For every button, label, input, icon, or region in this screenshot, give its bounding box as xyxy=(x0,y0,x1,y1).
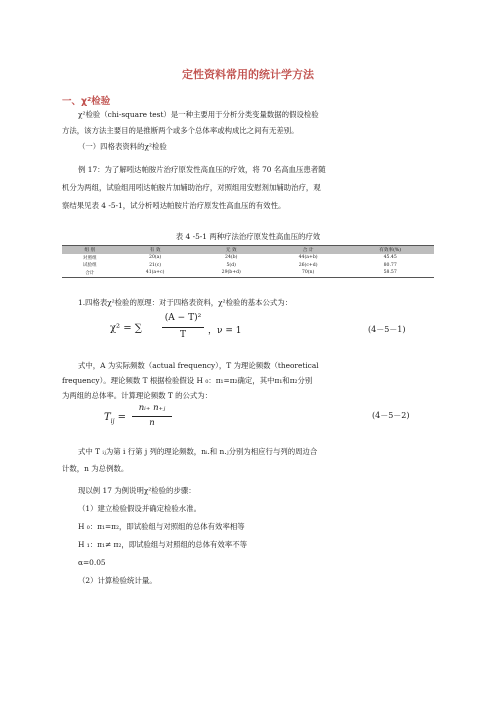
table-header-cell: 有效率(%) xyxy=(346,246,434,255)
subsection-heading: （一）四格表资料的χ²检验 xyxy=(78,142,167,151)
table-cell: 41(a+c) xyxy=(118,269,193,277)
explain-line-1: 式中，A 为实际频数（actual frequency），T 为理论频数（theoretical xyxy=(78,361,319,370)
example-line-1: 例 17：为了解吲达帕胺片治疗原发性高血压的疗效，将 70 名高血压患者随 xyxy=(78,165,326,174)
table-header-cell: 组 别 xyxy=(62,246,118,255)
hypothesis-h0: H ₀：π₁=π₂，即试验组与对照组的总体有效率相等 xyxy=(78,522,245,531)
table-caption: 表 4 -5-1 两种疗法治疗原发性高血压的疗效 xyxy=(175,232,321,241)
formula-numerator: nᵢ₊ n₊ⱼ xyxy=(138,403,166,413)
formula-denominator: n xyxy=(149,418,155,428)
table-cell: 45.45 xyxy=(383,255,397,261)
section-heading-chi-square: 一、χ²检验 xyxy=(62,96,111,107)
equation-number: (4－5－2) xyxy=(372,411,410,420)
explain2-line-1: 式中 T ᵢⱼ为第 i 行第 j 列的理论频数，nᵢ.和 n.ⱼ分别为相应行与列的周边合 xyxy=(78,447,318,456)
formula-tail: ，ν = 1 xyxy=(208,326,242,336)
explain2-line-2: 计数，n 为总例数。 xyxy=(62,464,129,473)
alpha-level: α=0.05 xyxy=(78,558,106,567)
formula-denominator: T xyxy=(179,330,186,340)
table-cell: 24(b) xyxy=(225,255,238,261)
equation-number: (4－5－1) xyxy=(368,325,406,334)
principle-text: 1.四格表χ²检验的原理：对于四格表资料，χ²检验的基本公式为： xyxy=(78,298,293,307)
table-cell: 29(b+d) xyxy=(193,269,270,277)
example-line-2: 机分为两组，试验组用吲达帕胺片加辅助治疗，对照组用安慰剂加辅助治疗，观 xyxy=(62,183,321,192)
table-cell: 21(c) xyxy=(149,262,162,268)
hypothesis-h1: H ₁：π₁≠ π₂，即试验组与对照组的总体有效率不等 xyxy=(78,540,247,549)
table-cell: 5(d) xyxy=(226,262,236,268)
intro-line-2: 方法，该方法主要目的是推断两个或多个总体率或构成比之间有无差别。 xyxy=(62,126,299,135)
steps-intro: 现以例 17 为例说明χ²检验的步骤： xyxy=(78,486,196,495)
table-row xyxy=(62,262,434,270)
page-title: 定性资料常用的统计学方法 xyxy=(182,68,314,81)
table-cell: 20(a) xyxy=(149,255,162,261)
fraction-bar xyxy=(132,416,172,417)
table-header-cell: 合 计 xyxy=(270,246,346,255)
table-row xyxy=(62,269,434,277)
step-1: （1）建立检验假设并确定检验水准。 xyxy=(78,504,201,513)
table-header-row xyxy=(62,246,434,255)
table-header-cell: 有 效 xyxy=(118,246,193,255)
efficacy-table xyxy=(62,245,434,278)
table-cell: 对照组 xyxy=(82,255,97,261)
fraction-bar xyxy=(162,327,204,328)
formula-numerator: (A − T)² xyxy=(164,313,202,323)
formula-lhs: χ² = ∑ xyxy=(110,323,142,334)
table-header-cell: 无 效 xyxy=(193,246,270,255)
example-line-3: 察结果见表 4 -5-1，试分析吲达帕胺片治疗原发性高血压的有效性。 xyxy=(62,201,286,210)
intro-line-1: χ²检验（chi-square test）是一种主要用于分析分类变量数据的假设检验 xyxy=(78,110,319,119)
table-cell: 58.57 xyxy=(346,269,434,277)
table-cell: 80.77 xyxy=(383,262,397,268)
table-cell: 70(n) xyxy=(270,269,346,277)
table-cell: 44(a+b) xyxy=(298,255,318,261)
formula-subscript: ij xyxy=(110,418,115,425)
formula-lhs: $T_{ij}$ = xyxy=(104,412,127,425)
table-cell: 合计 xyxy=(62,269,118,277)
table-cell: 试验组 xyxy=(82,263,97,269)
step-2: （2）计算检验统计量。 xyxy=(78,576,157,585)
table-cell: 26(c+d) xyxy=(298,262,318,268)
explain-line-3: 为两组的总体率。计算理论频数 T 的公式为： xyxy=(62,391,213,400)
explain-line-2: frequency）。理论频数 T 根据检验假设 H ₀：π₁=π₂确定，其中π₁和π₂分别 xyxy=(62,376,313,385)
table-row xyxy=(62,254,434,262)
